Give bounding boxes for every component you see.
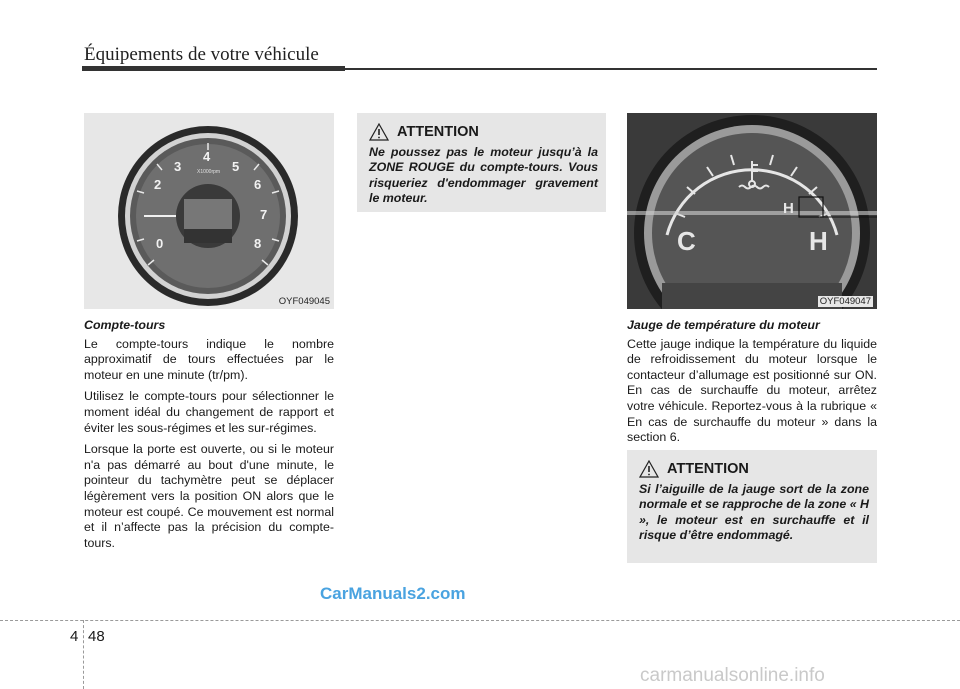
- paragraph: Le compte-tours indique le nombre approximatif de tours effectuées par le moteur en une minute (tr/pm).: [84, 336, 334, 382]
- section-number: 4: [70, 628, 79, 645]
- gauge-hot-label: H: [809, 226, 828, 256]
- paragraph: Utilisez le compte-tours pour sélectionner le moment idéal du changement de rapport et éviter les sous-régimes et les sur-régimes.: [84, 389, 334, 435]
- watermark-link[interactable]: CarManuals2.com: [320, 584, 466, 603]
- attention-text: Si l’aiguille de la jauge sort de la zone normale et se rapproche de la zone « H », le moteur est en surchauffe et il risque d’être endommagé.: [639, 482, 869, 543]
- gauge-number-2: 2: [154, 177, 162, 192]
- temperature-gauge-illustration: [627, 113, 877, 309]
- paragraph: Cette jauge indique la température du liquide de refroidissement du moteur lorsque le contacteur d’allumage est positionné sur ON. En cas de surchauffe du moteur, arrêtez votre véhicule. Reportez-vous à la rubrique « En cas de surchauffe du moteur » dans la section 6.: [627, 336, 877, 445]
- figure-code: OYF049047: [819, 296, 871, 307]
- attention-text: Ne poussez pas le moteur jusqu’à la ZONE ROUGE du compte-tours. Vous risqueriez d'endommager gravement le moteur.: [369, 145, 598, 206]
- gauge-number-8: 8: [254, 236, 262, 251]
- header-rule-thin: [345, 68, 877, 70]
- tachometer-illustration: [84, 113, 334, 309]
- gauge-number-3: 3: [174, 159, 182, 174]
- gauge-number-6: 6: [254, 177, 262, 192]
- warning-triangle-icon: [639, 460, 659, 478]
- figure-code: OYF049045: [278, 296, 330, 307]
- gauge-number-4: 4: [203, 149, 211, 164]
- header-rule: [82, 66, 345, 71]
- tachometer-section: [84, 318, 334, 557]
- footer-divider: [0, 620, 960, 621]
- callout-label: H: [783, 200, 794, 217]
- attention-title: ATTENTION: [667, 461, 749, 477]
- warning-triangle-icon: [369, 123, 389, 141]
- attention-title: ATTENTION: [397, 124, 479, 140]
- temperature-section: [627, 318, 877, 452]
- gauge-number-0: 0: [156, 236, 164, 251]
- paragraph: Lorsque la porte est ouverte, ou si le moteur n'a pas démarré au bout d'une minute, le pointeur du tachymètre peut se déplacer légèrement vers la position ON alors que le moteur est coupé. Ce mouvement est normal et il n’affecte pas la précision du compte-tours.: [84, 442, 334, 550]
- site-watermark: carmanualsonline.info: [640, 665, 825, 686]
- page-header-title: Équipements de votre véhicule: [84, 44, 319, 65]
- footer-separator: [83, 620, 84, 689]
- section-subheading: Compte-tours: [84, 318, 166, 332]
- page-number: 48: [88, 628, 105, 645]
- section-subheading: Jauge de température du moteur: [627, 318, 820, 332]
- attention-box: [357, 113, 606, 212]
- temperature-gauge-figure: [627, 113, 877, 309]
- tachometer-figure: [84, 113, 334, 309]
- gauge-number-7: 7: [260, 207, 268, 222]
- gauge-number-5: 5: [232, 159, 240, 174]
- gauge-cold-label: C: [677, 226, 696, 256]
- attention-box: [627, 450, 877, 563]
- gauge-unit-label: X1000rpm: [197, 169, 221, 175]
